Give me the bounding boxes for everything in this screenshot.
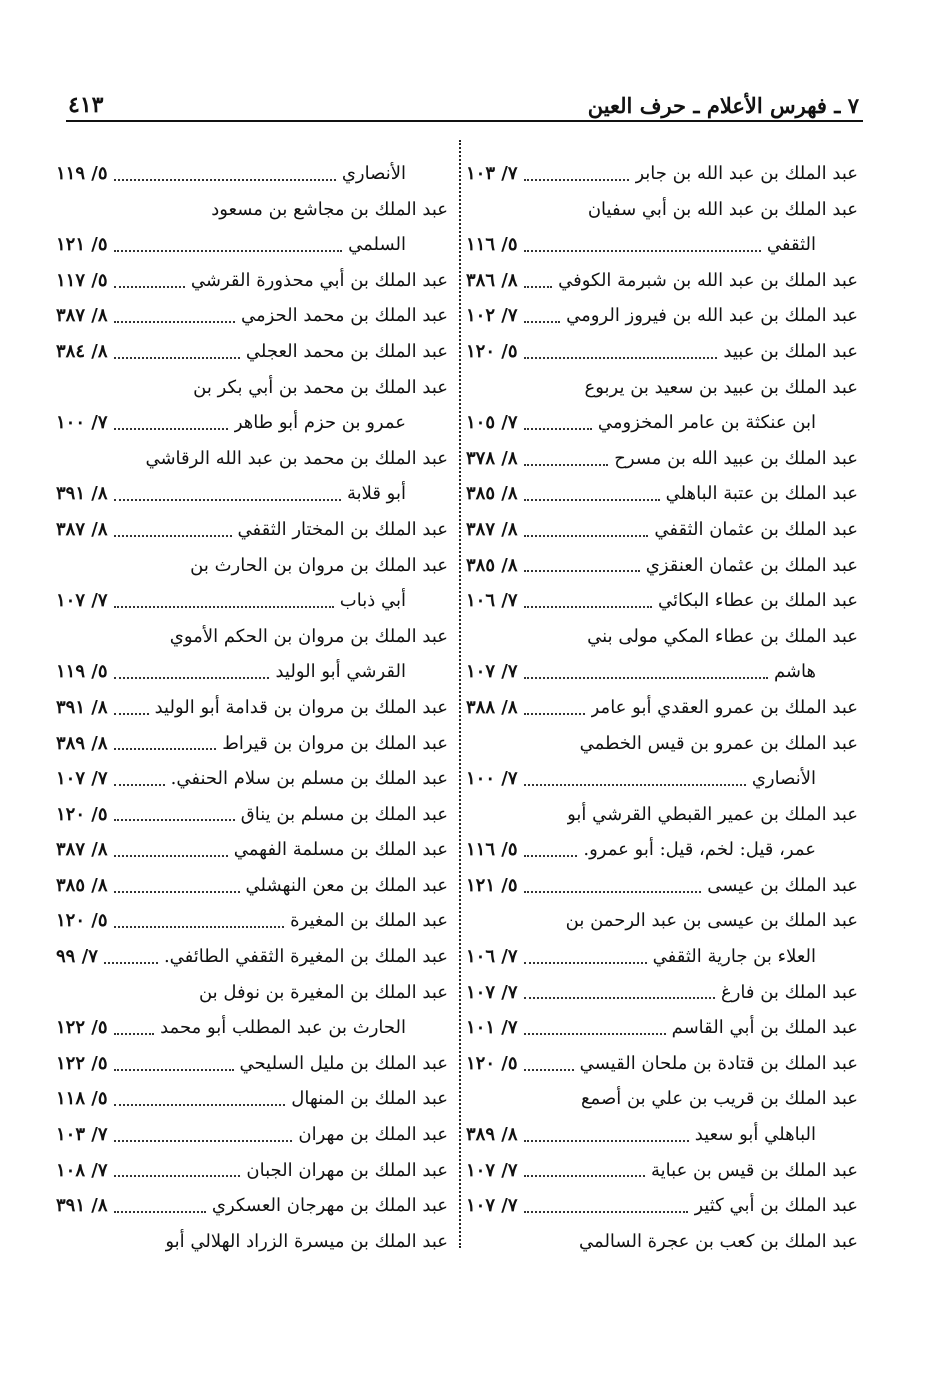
entry-reference: ٥/ ١١٦ [466,234,518,256]
dot-leader [114,1104,286,1106]
entry-reference: ٧/ ١٠١ [466,1017,518,1039]
entry-name: عبد الملك بن مروان بن الحارث بن [190,554,448,576]
entry-reference: ٥/ ١٢٠ [56,803,108,825]
index-entry [56,619,448,655]
index-entry [466,1081,858,1117]
entry-name: عبد الملك بن مليل السليحي [239,1052,448,1074]
entry-reference: ٨/ ٣٨٨ [466,696,518,718]
entry-reference: ٨/ ٣٧٨ [466,447,518,469]
entry-name: عبد الملك بن عبد الله بن فيروز الرومي [566,305,858,327]
index-entry [56,227,448,263]
index-entry [466,227,858,263]
running-title: ٧ ـ فهرس الأعلام ـ حرف العين [587,93,859,118]
dot-leader [114,179,336,181]
index-entry [56,548,448,584]
dot-leader [114,819,235,821]
entry-reference: ٧/ ١٠٦ [466,590,518,612]
dot-leader [114,499,341,501]
entry-reference: ٧/ ١٠٨ [56,1159,108,1181]
entry-name: الأنصاري [751,768,816,790]
dot-leader [114,855,228,857]
index-entry [56,298,448,334]
entry-name: عبد الملك بن محمد بن أبي بكر بن [193,376,448,398]
entry-name: ابن عنكثة بن عامر المخزومي [597,412,816,434]
dot-leader [114,926,285,928]
entry-name: عبد الملك بن فارغ [720,981,858,1003]
index-entry [56,832,448,868]
dot-leader [114,1211,206,1213]
index-entry [56,1224,448,1260]
entry-name: عبد الملك بن قتادة بن ملحان القيسي [579,1052,858,1074]
index-entry [466,1010,858,1046]
entry-name: عبد الملك بن مهرجان العسكري [211,1195,448,1217]
index-entry [56,939,448,975]
column-divider [459,140,461,1248]
entry-reference: ٨/ ٣٨٧ [56,305,108,327]
dot-leader [114,713,149,715]
index-entry [466,548,858,584]
dot-leader [524,535,649,537]
entry-reference: ٧/ ١٠٠ [466,768,518,790]
dot-leader [114,357,240,359]
index-entry [56,263,448,299]
entry-name: العلاء بن جارية الثقفي [652,946,816,968]
page-header [68,84,859,118]
entry-reference: ٨/ ٣٩١ [56,696,108,718]
entry-name: عبد الملك بن عثمان العنقزي [645,554,858,576]
entry-name: الحارث بن عبد المطلب أبو محمد [160,1017,406,1039]
entry-name: أبي ذباب [339,590,406,612]
dot-leader [524,570,640,572]
index-entry [56,1046,448,1082]
index-entry [56,192,448,228]
entry-reference: ٨/ ٣٨٧ [56,518,108,540]
dot-leader [524,357,718,359]
entry-reference: ٥/ ١٢٠ [466,340,518,362]
dot-leader [114,677,270,679]
index-entry [466,832,858,868]
index-entry [466,476,858,512]
entry-name: عبد الملك بن مروان بن الحكم الأموي [169,625,448,647]
dot-leader [524,1175,645,1177]
index-entry [56,156,448,192]
dot-leader [524,1211,689,1213]
index-entry [466,654,858,690]
index-entry [466,903,858,939]
index-entry [466,690,858,726]
index-entry [56,476,448,512]
entry-reference: ٨/ ٣٨٧ [466,518,518,540]
entry-name: عبد الملك بن عبد الله بن شبرمة الكوفي [558,269,858,291]
entry-reference: ٨/ ٣٨٩ [56,732,108,754]
entry-name: عبد الملك بن المختار الثقفي [237,518,448,540]
entry-reference: ٥/ ١١٨ [56,1088,108,1110]
entry-reference: ٧/ ١٠٧ [56,768,108,790]
entry-reference: ٥/ ١٢٢ [56,1052,108,1074]
entry-name: عبد الملك بن عبيد الله بن مسرح [614,447,858,469]
index-entry [466,263,858,299]
entry-reference: ٧/ ١٠٣ [466,163,518,184]
entry-reference: ٨/ ٣٨٤ [56,340,108,362]
entry-name: عبد الملك بن أبي محذورة القرشي [190,269,448,291]
index-entry [466,334,858,370]
dot-leader [114,286,185,288]
index-entry [466,1188,858,1224]
dot-leader [524,1033,666,1035]
entry-reference: ٨/ ٣٨٦ [466,269,518,291]
dot-leader [524,179,630,181]
index-entry [56,797,448,833]
page-number: ٤١٣ [68,92,104,118]
entry-reference: ٨/ ٣٨٥ [466,554,518,576]
index-entry [466,512,858,548]
index-entry [56,761,448,797]
index-entry [466,797,858,833]
dot-leader [524,713,585,715]
index-entry [466,868,858,904]
index-entry [466,156,858,192]
entry-reference: ٧/ ١٠٥ [466,412,518,434]
entry-name: أبو قلابة [346,483,406,505]
entry-name: عبد الملك بن مروان بن قيراط [222,732,448,754]
entry-name: عبد الملك بن مسلمة الفهمي [233,839,448,861]
entry-name: عبد الملك بن مروان بن قدامة أبو الوليد [154,696,448,718]
entry-name: عبد الملك بن المغيرة [290,910,448,932]
index-entry [466,939,858,975]
entry-reference: ٧/ ١٠٧ [466,661,518,683]
dot-leader [524,677,768,679]
entry-reference: ٥/ ١٢١ [466,874,518,896]
entry-name: عبد الملك بن كعب بن عجرة السالمي [579,1230,858,1252]
index-entry [56,868,448,904]
dot-leader [114,428,228,430]
dot-leader [114,748,217,750]
entry-name: عبد الملك بن محمد العجلي [245,340,448,362]
index-entry [466,405,858,441]
entry-reference: ٧/ ١٠٠ [56,412,108,434]
index-entry [56,1117,448,1153]
index-entry [56,512,448,548]
index-entry [56,726,448,762]
entry-name: عبد الملك بن عمير القبطي القرشي أبو [567,803,858,825]
dot-leader [524,1069,574,1071]
index-column-left [56,156,448,1259]
index-entry [56,1010,448,1046]
entry-name: عبد الملك بن عطاء المكي مولى بني [587,625,858,647]
entry-reference: ٧/ ١٠٧ [466,981,518,1003]
entry-name: القرشي أبو الوليد [275,661,406,683]
entry-name: عبد الملك بن ميسرة الزراد الهلالي أبو [165,1230,448,1252]
index-entry [466,1117,858,1153]
entry-reference: ٥/ ١٢٢ [56,1017,108,1039]
entry-name: عبد الملك بن عيسى بن عبد الرحمن بن [565,910,858,932]
index-entry [56,690,448,726]
entry-reference: ٥/ ١١٩ [56,661,108,683]
index-entry [56,334,448,370]
entry-name: عبد الملك بن قيس بن عباية [651,1159,858,1181]
entry-name: عبد الملك بن عطاء البكائي [657,590,858,612]
dot-leader [524,250,761,252]
entry-name: عبد الملك بن عيسى [707,874,858,896]
entry-name: عبد الملك بن عبيد بن سعيد بن يربوع [584,376,858,398]
entry-reference: ٧/ ١٠٧ [466,1195,518,1217]
entry-name: الباهلي أبو سعيد [694,1124,816,1146]
entry-name: عبد الملك بن قريب بن علي بن أصمع [580,1088,858,1110]
entry-name: عبد الملك بن محمد الحزمي [240,305,448,327]
dot-leader [524,464,609,466]
entry-name: عبد الملك بن محمد بن عبد الله الرقاشي [145,447,448,469]
dot-leader [524,428,592,430]
entry-reference: ٥/ ١١٩ [56,163,108,184]
index-entry [56,441,448,477]
entry-reference: ٨/ ٣٨٩ [466,1124,518,1146]
index-entry [466,761,858,797]
entry-name: الأنصاري [341,163,406,184]
index-entry [56,975,448,1011]
dot-leader [104,962,158,964]
index-entry [466,975,858,1011]
entry-reference: ٧/ ٩٩ [56,946,98,968]
index-column-right [466,156,858,1259]
dot-leader [524,499,660,501]
entry-name: عبد الملك بن المنهال [291,1088,448,1110]
index-entry [466,298,858,334]
entry-name: عمر، قيل: لخم، قيل: أبو عمرو. [583,839,816,861]
dot-leader [524,891,702,893]
entry-name: عبد الملك بن المغيرة بن نوفل بن [198,981,448,1003]
entry-name: عبد الملك بن مسلم بن يناق [240,803,448,825]
entry-name: عبد الملك بن عمرو بن قيس الخطمي [579,732,858,754]
entry-name: عبد الملك بن مجاشع بن مسعود [211,198,448,220]
entry-name: السلمي [348,234,406,256]
dot-leader [524,784,746,786]
entry-name: عبد الملك بن عبد الله بن جابر [635,163,858,184]
entry-reference: ٥/ ١١٦ [466,839,518,861]
entry-name: عبد الملك بن عثمان الثقفي [654,518,858,540]
entry-reference: ٧/ ١٠٧ [56,590,108,612]
entry-name: عبد الملك بن مهران [298,1124,448,1146]
entry-name: عبد الملك بن عتبة الباهلي [665,483,858,505]
dot-leader [524,962,647,964]
index-entry [56,1081,448,1117]
entry-name: عبد الملك بن مسلم بن سلام الحنفي. [170,768,448,790]
entry-reference: ٥/ ١٢٠ [56,910,108,932]
entry-name: عبد الملك بن المغيرة الثقفي الطائفي. [163,946,448,968]
index-entry [466,583,858,619]
entry-name: عبد الملك بن مهران الجبان [246,1159,448,1181]
index-entry [56,654,448,690]
entry-name: عبد الملك بن أبي القاسم [671,1017,858,1039]
entry-reference: ٧/ ١٠٧ [466,1159,518,1181]
dot-leader [114,1033,155,1035]
header-rule [66,120,863,122]
dot-leader [524,606,652,608]
index-entry [466,370,858,406]
dot-leader [524,286,553,288]
entry-name: الثقفي [766,234,816,256]
index-entry [466,1046,858,1082]
entry-name: عبد الملك بن معن النهشلي [245,874,448,896]
index-entry [56,1153,448,1189]
entry-name: عبد الملك بن عبد الله بن أبي سفيان [587,198,858,220]
entry-reference: ٧/ ١٠٣ [56,1124,108,1146]
entry-reference: ٨/ ٣٨٥ [56,874,108,896]
index-entry [466,726,858,762]
entry-reference: ٨/ ٣٩١ [56,1195,108,1217]
entry-name: عمرو بن حزم أبو طاهر [233,412,406,434]
index-entry [56,1188,448,1224]
dot-leader [524,1140,689,1142]
entry-reference: ٥/ ١١٧ [56,269,108,291]
dot-leader [524,321,561,323]
index-entry [466,1224,858,1260]
entry-name: عبد الملك بن عبيد [723,340,858,362]
dot-leader [524,855,578,857]
dot-leader [114,535,232,537]
entry-name: هاشم [773,661,816,683]
dot-leader [114,1140,293,1142]
index-entry [466,441,858,477]
dot-leader [114,321,235,323]
entry-reference: ٥/ ١٢١ [56,234,108,256]
dot-leader [114,250,343,252]
entry-reference: ٨/ ٣٨٧ [56,839,108,861]
entry-reference: ٥/ ١٢٠ [466,1052,518,1074]
dot-leader [114,606,334,608]
dot-leader [114,891,240,893]
dot-leader [114,1175,241,1177]
entry-reference: ٧/ ١٠٢ [466,305,518,327]
entry-name: عبد الملك بن أبي كثير [694,1195,858,1217]
dot-leader [524,997,715,999]
dot-leader [114,784,165,786]
entry-reference: ٨/ ٣٩١ [56,483,108,505]
entry-reference: ٨/ ٣٨٥ [466,483,518,505]
index-entry [466,619,858,655]
index-entry [466,1153,858,1189]
index-entry [56,583,448,619]
index-entry [466,192,858,228]
dot-leader [114,1069,234,1071]
index-entry [56,903,448,939]
entry-name: عبد الملك بن عمرو العقدي أبو عامر [590,696,858,718]
index-entry [56,370,448,406]
index-entry [56,405,448,441]
entry-reference: ٧/ ١٠٦ [466,946,518,968]
